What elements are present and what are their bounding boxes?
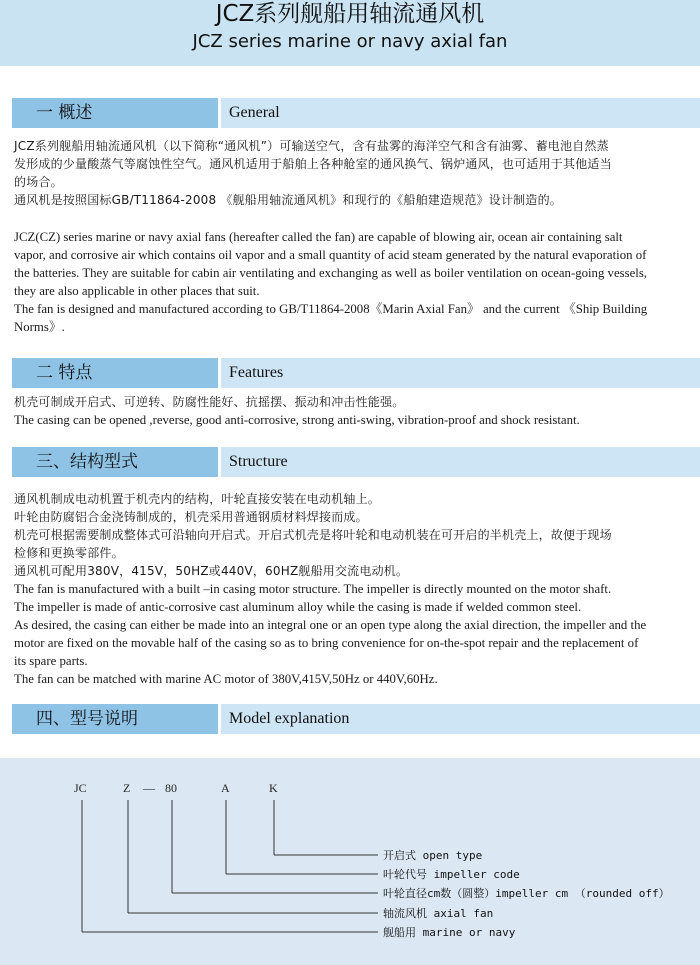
text-line: The fan is designed and manufactured according to GB/T11864-2008《Marin Axial Fan》 and the current 《Ship Building bbox=[14, 302, 648, 316]
text-line: JCZ(CZ) series marine or navy axial fans (hereafter called the fan) are capable of blowing air, ocean air containing salt bbox=[14, 230, 623, 244]
text-line: they are also applicable in other places that suit. bbox=[14, 284, 260, 298]
page-header bbox=[0, 0, 700, 66]
text-line: 机壳可根据需要制成整体式可沿轴向开启式。开启式机壳是将叶轮和电动机装在可开启的半机壳上，故便于现场 bbox=[14, 528, 612, 542]
text-line: The casing can be opened ,reverse, good anti-corrosive, strong anti-swing, vibration-proof and shock resistant. bbox=[14, 413, 580, 427]
section-title-en: Structure bbox=[221, 447, 700, 477]
section-title-en: General bbox=[221, 98, 700, 128]
text-line: 通风机可配用380V，415V，50HZ或440V，60HZ舰船用交流电动机。 bbox=[14, 564, 409, 578]
text-line: 发形成的少量酸蒸气等腐蚀性空气。通风机适用于船舶上各种舱室的通风换气、锅炉通风，也可适用于其他适当 bbox=[14, 157, 612, 171]
general-text-en bbox=[14, 228, 698, 336]
code-label-impeller-code: 叶轮代号 impeller code bbox=[383, 868, 520, 881]
section-title-cn: 一 概述 bbox=[12, 98, 218, 128]
section-title-en: Features bbox=[221, 358, 700, 388]
section-title-cn: 三、结构型式 bbox=[12, 447, 218, 477]
text-line: The fan is manufactured with a built –in casing motor structure. The impeller is directly mounted on the motor shaft. bbox=[14, 582, 612, 596]
code-part-dash: — bbox=[143, 781, 155, 795]
code-label-marine-navy: 舰船用 marine or navy bbox=[383, 926, 516, 939]
section-title-cn: 二 特点 bbox=[12, 358, 218, 388]
code-label-open-type: 开启式 open type bbox=[383, 849, 483, 862]
text-line: 通风机是按照国标GB/T11864-2008 《舰船用轴流通风机》和现行的《船舶建造规范》设计制造的。 bbox=[14, 193, 562, 207]
general-text bbox=[14, 137, 698, 209]
code-part-80: 80 bbox=[165, 781, 177, 795]
code-part-a: A bbox=[221, 781, 230, 795]
text-line: vapor, and corrosive air which contains oil vapor and a small quantity of acid steam generated by the natural evaporation of bbox=[14, 248, 647, 262]
text-line: 检修和更换零部件。 bbox=[14, 546, 124, 560]
model-code-diagram bbox=[0, 758, 700, 965]
structure-text bbox=[14, 490, 698, 688]
section-header-features bbox=[12, 358, 700, 388]
text-line: The fan can be matched with marine AC motor of 380V,415V,50Hz or 440V,60Hz. bbox=[14, 672, 438, 686]
text-line: 叶轮由防腐铝合金浇铸制成的，机壳采用普通钢质材料焊接而成。 bbox=[14, 510, 368, 524]
text-line: the batteries. They are suitable for cabin air ventilating and exchanging as well as boiler ventilation on ocean-going vessels, bbox=[14, 266, 648, 280]
code-label-impeller-diameter: 叶轮直径cm数（圆整）impeller cm （rounded off） bbox=[383, 887, 670, 900]
model-code-svg bbox=[0, 758, 700, 965]
section-title-en: Model explanation bbox=[221, 704, 700, 734]
code-part-k: K bbox=[269, 781, 278, 795]
diagram-leader-lines bbox=[82, 800, 378, 932]
text-line: its spare parts. bbox=[14, 654, 88, 668]
text-line: JCZ系列舰船用轴流通风机（以下简称“通风机”）可输送空气，含有盐雾的海洋空气和含有油雾、蓄电池自然蒸 bbox=[14, 139, 609, 153]
text-line: As desired, the casing can either be made into an integral one or an open type along the axial direction, the impeller and the bbox=[14, 618, 647, 632]
section-header-structure bbox=[12, 447, 700, 477]
section-header-model bbox=[12, 704, 700, 734]
page-title-en: JCZ series marine or navy axial fan bbox=[192, 31, 508, 52]
code-part-jc: JC bbox=[74, 781, 87, 795]
text-line: Norms》. bbox=[14, 320, 65, 334]
text-line: motor are fixed on the movable half of the casing so as to bring convenience for on-the-spot repair and the replacement of bbox=[14, 636, 639, 650]
page-title-cn: JCZ系列舰船用轴流通风机 bbox=[215, 1, 485, 27]
text-line: The impeller is made of antic-corrosive cast aluminum alloy while the casing is made if welded common steel. bbox=[14, 600, 582, 614]
code-label-axial-fan: 轴流风机 axial fan bbox=[383, 907, 494, 920]
text-line: 的场合。 bbox=[14, 175, 63, 189]
text-line: 通风机制成电动机置于机壳内的结构，叶轮直接安装在电动机轴上。 bbox=[14, 492, 381, 506]
text-line: 机壳可制成开启式、可逆转、防腐性能好、抗摇摆、振动和冲击性能强。 bbox=[14, 395, 405, 409]
section-header-general bbox=[12, 98, 700, 128]
code-part-z: Z bbox=[123, 781, 131, 795]
section-title-cn: 四、型号说明 bbox=[12, 704, 218, 734]
features-text bbox=[14, 393, 698, 429]
